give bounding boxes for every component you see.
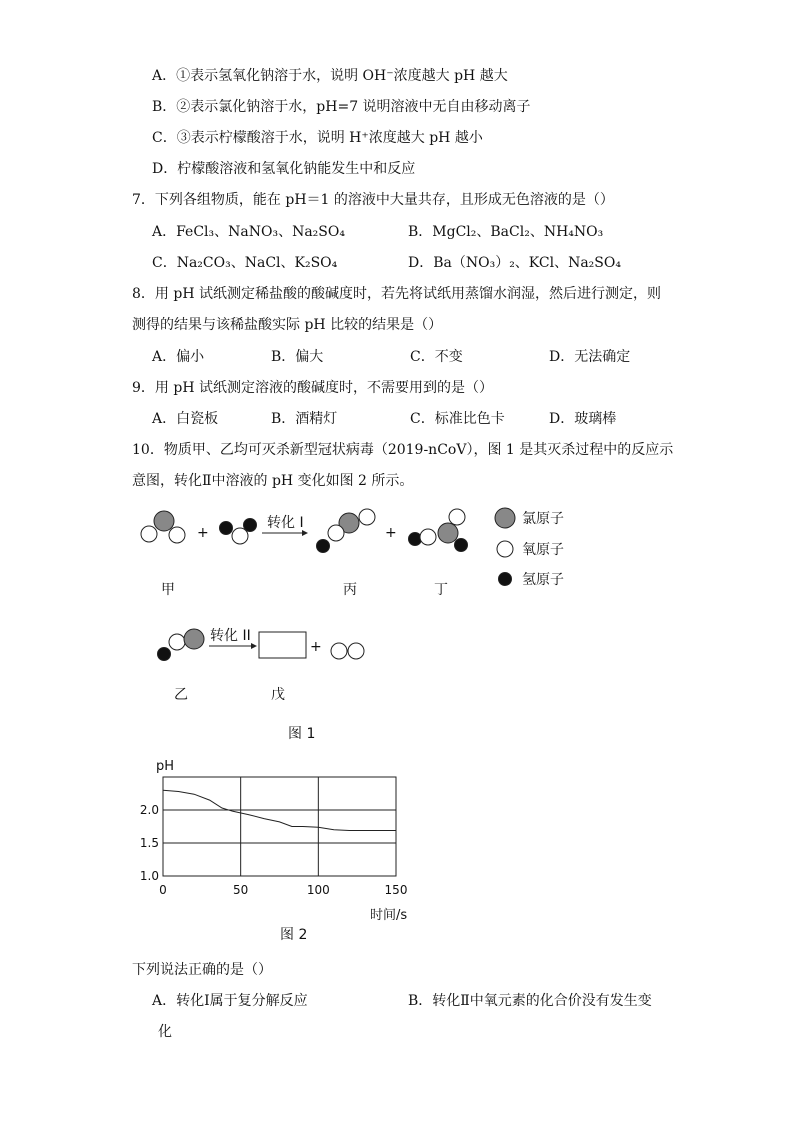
q8-option-a: A．偏小 xyxy=(152,349,205,365)
q9-option-d: D．玻璃棒 xyxy=(549,411,617,427)
q9-option-c: C．标准比色卡 xyxy=(410,411,505,427)
legend-oxygen-label: 氧原子 xyxy=(522,542,564,558)
x-axis-label: 时间/s xyxy=(370,908,408,923)
label-yi: 乙 xyxy=(174,687,188,703)
q8-option-b: B．偏大 xyxy=(271,349,324,365)
q8-stem-line1: 8．用 pH 试纸测定稀盐酸的酸碱度时，若先将试纸用蒸馏水润湿，然后进行测定，则 xyxy=(132,286,661,302)
x-tick-label: 50 xyxy=(233,883,249,897)
x-tick-label: 100 xyxy=(306,883,330,897)
q6-option-b: B．②表示氯化钠溶于水，pH=7 说明溶液中无自由移动离子 xyxy=(152,99,531,115)
q10-option-b: B．转化Ⅱ中氧元素的化合价没有发生变 xyxy=(408,993,652,1009)
conversion-2-label: 转化 II xyxy=(210,628,251,644)
oxygen-atom xyxy=(348,643,364,659)
figure-1-reaction-diagram xyxy=(130,500,590,750)
hydrogen-atom xyxy=(317,540,330,553)
hydrogen-atom xyxy=(158,648,171,661)
q8-option-c: C．不变 xyxy=(410,349,463,365)
q10-stem-line2: 意图，转化Ⅱ中溶液的 pH 变化如图 2 所示。 xyxy=(132,473,414,489)
legend-hydrogen-label: 氢原子 xyxy=(522,572,564,588)
molecule-jia xyxy=(141,511,185,543)
molecule-oxygen xyxy=(331,643,364,659)
hydrogen-atom xyxy=(244,519,257,532)
q10-stem-line1: 10．物质甲、乙均可灭杀新型冠状病毒（2019-nCoV），图 1 是其灭杀过程中的反应示 xyxy=(132,442,674,458)
legend-chlorine-swatch xyxy=(495,508,515,528)
q6-option-d: D．柠檬酸溶液和氢氧化钠能发生中和反应 xyxy=(152,161,416,177)
q6-option-c: C．③表示柠檬酸溶于水，说明 H⁺浓度越大 pH 越小 xyxy=(152,130,483,146)
legend-oxygen-swatch xyxy=(497,541,513,557)
plot-frame xyxy=(163,777,396,876)
q7-option-d: D．Ba（NO₃）₂、KCl、Na₂SO₄ xyxy=(408,255,621,271)
chlorine-atom xyxy=(154,511,174,531)
oxygen-atom xyxy=(169,527,185,543)
molecule-ding xyxy=(409,509,468,552)
plus-sign-1: + xyxy=(197,525,209,541)
molecule-reactant-2 xyxy=(220,519,257,545)
conversion-1-label: 转化 I xyxy=(267,515,304,531)
chlorine-atom xyxy=(184,629,204,649)
oxygen-atom xyxy=(420,529,436,545)
figure-2-caption: 图 2 xyxy=(280,927,308,943)
q10-prompt: 下列说法正确的是（） xyxy=(132,962,272,978)
label-bing: 丙 xyxy=(343,582,357,598)
q9-stem: 9．用 pH 试纸测定溶液的酸碱度时，不需要用到的是（） xyxy=(132,380,493,396)
label-jia: 甲 xyxy=(161,582,175,598)
oxygen-atom xyxy=(331,643,347,659)
q7-option-c: C．Na₂CO₃、NaCl、K₂SO₄ xyxy=(152,255,338,271)
oxygen-atom xyxy=(449,509,465,525)
plus-sign-2: + xyxy=(385,525,397,541)
molecule-yi xyxy=(158,629,205,661)
q8-stem-line2: 测得的结果与该稀盐酸实际 pH 比较的结果是（） xyxy=(132,317,443,333)
y-tick-label: 2.0 xyxy=(139,803,159,817)
q9-option-b: B．酒精灯 xyxy=(271,411,338,427)
chlorine-atom xyxy=(438,523,458,543)
q8-option-d: D．无法确定 xyxy=(549,349,631,365)
figure-2-ph-chart xyxy=(130,752,430,947)
hydrogen-atom xyxy=(409,533,422,546)
q6-option-a: A．①表示氢氧化钠溶于水，说明 OH⁻浓度越大 pH 越大 xyxy=(152,68,508,84)
legend-hydrogen-swatch xyxy=(499,573,512,586)
plus-sign-3: + xyxy=(310,639,322,655)
hydrogen-atom xyxy=(220,522,233,535)
q9-option-a: A．白瓷板 xyxy=(152,411,219,427)
oxygen-atom xyxy=(328,525,344,541)
y-tick-label: 1.0 xyxy=(139,869,159,883)
x-tick-label: 0 xyxy=(159,883,167,897)
oxygen-atom xyxy=(359,509,375,525)
q7-option-a: A．FeCl₃、NaNO₃、Na₂SO₄ xyxy=(152,224,345,240)
label-wu: 戊 xyxy=(271,687,285,703)
q10-option-b-continuation: 化 xyxy=(158,1024,172,1040)
legend-chlorine-label: 氯原子 xyxy=(522,511,564,527)
x-tick-label: 150 xyxy=(384,883,408,897)
q7-option-b: B．MgCl₂、BaCl₂、NH₄NO₃ xyxy=(408,224,604,240)
molecule-bing xyxy=(317,509,376,553)
oxygen-atom xyxy=(141,526,157,542)
y-tick-label: 1.5 xyxy=(139,836,159,850)
unknown-product-box xyxy=(259,632,306,658)
hydrogen-atom xyxy=(455,539,468,552)
label-ding: 丁 xyxy=(434,582,448,598)
q7-stem: 7．下列各组物质，能在 pH＝1 的溶液中大量共存，且形成无色溶液的是（） xyxy=(132,192,614,208)
q10-option-a: A．转化Ⅰ属于复分解反应 xyxy=(152,993,308,1009)
y-axis-label: pH xyxy=(156,759,175,774)
oxygen-atom xyxy=(169,634,185,650)
figure-1-caption: 图 1 xyxy=(288,726,316,742)
